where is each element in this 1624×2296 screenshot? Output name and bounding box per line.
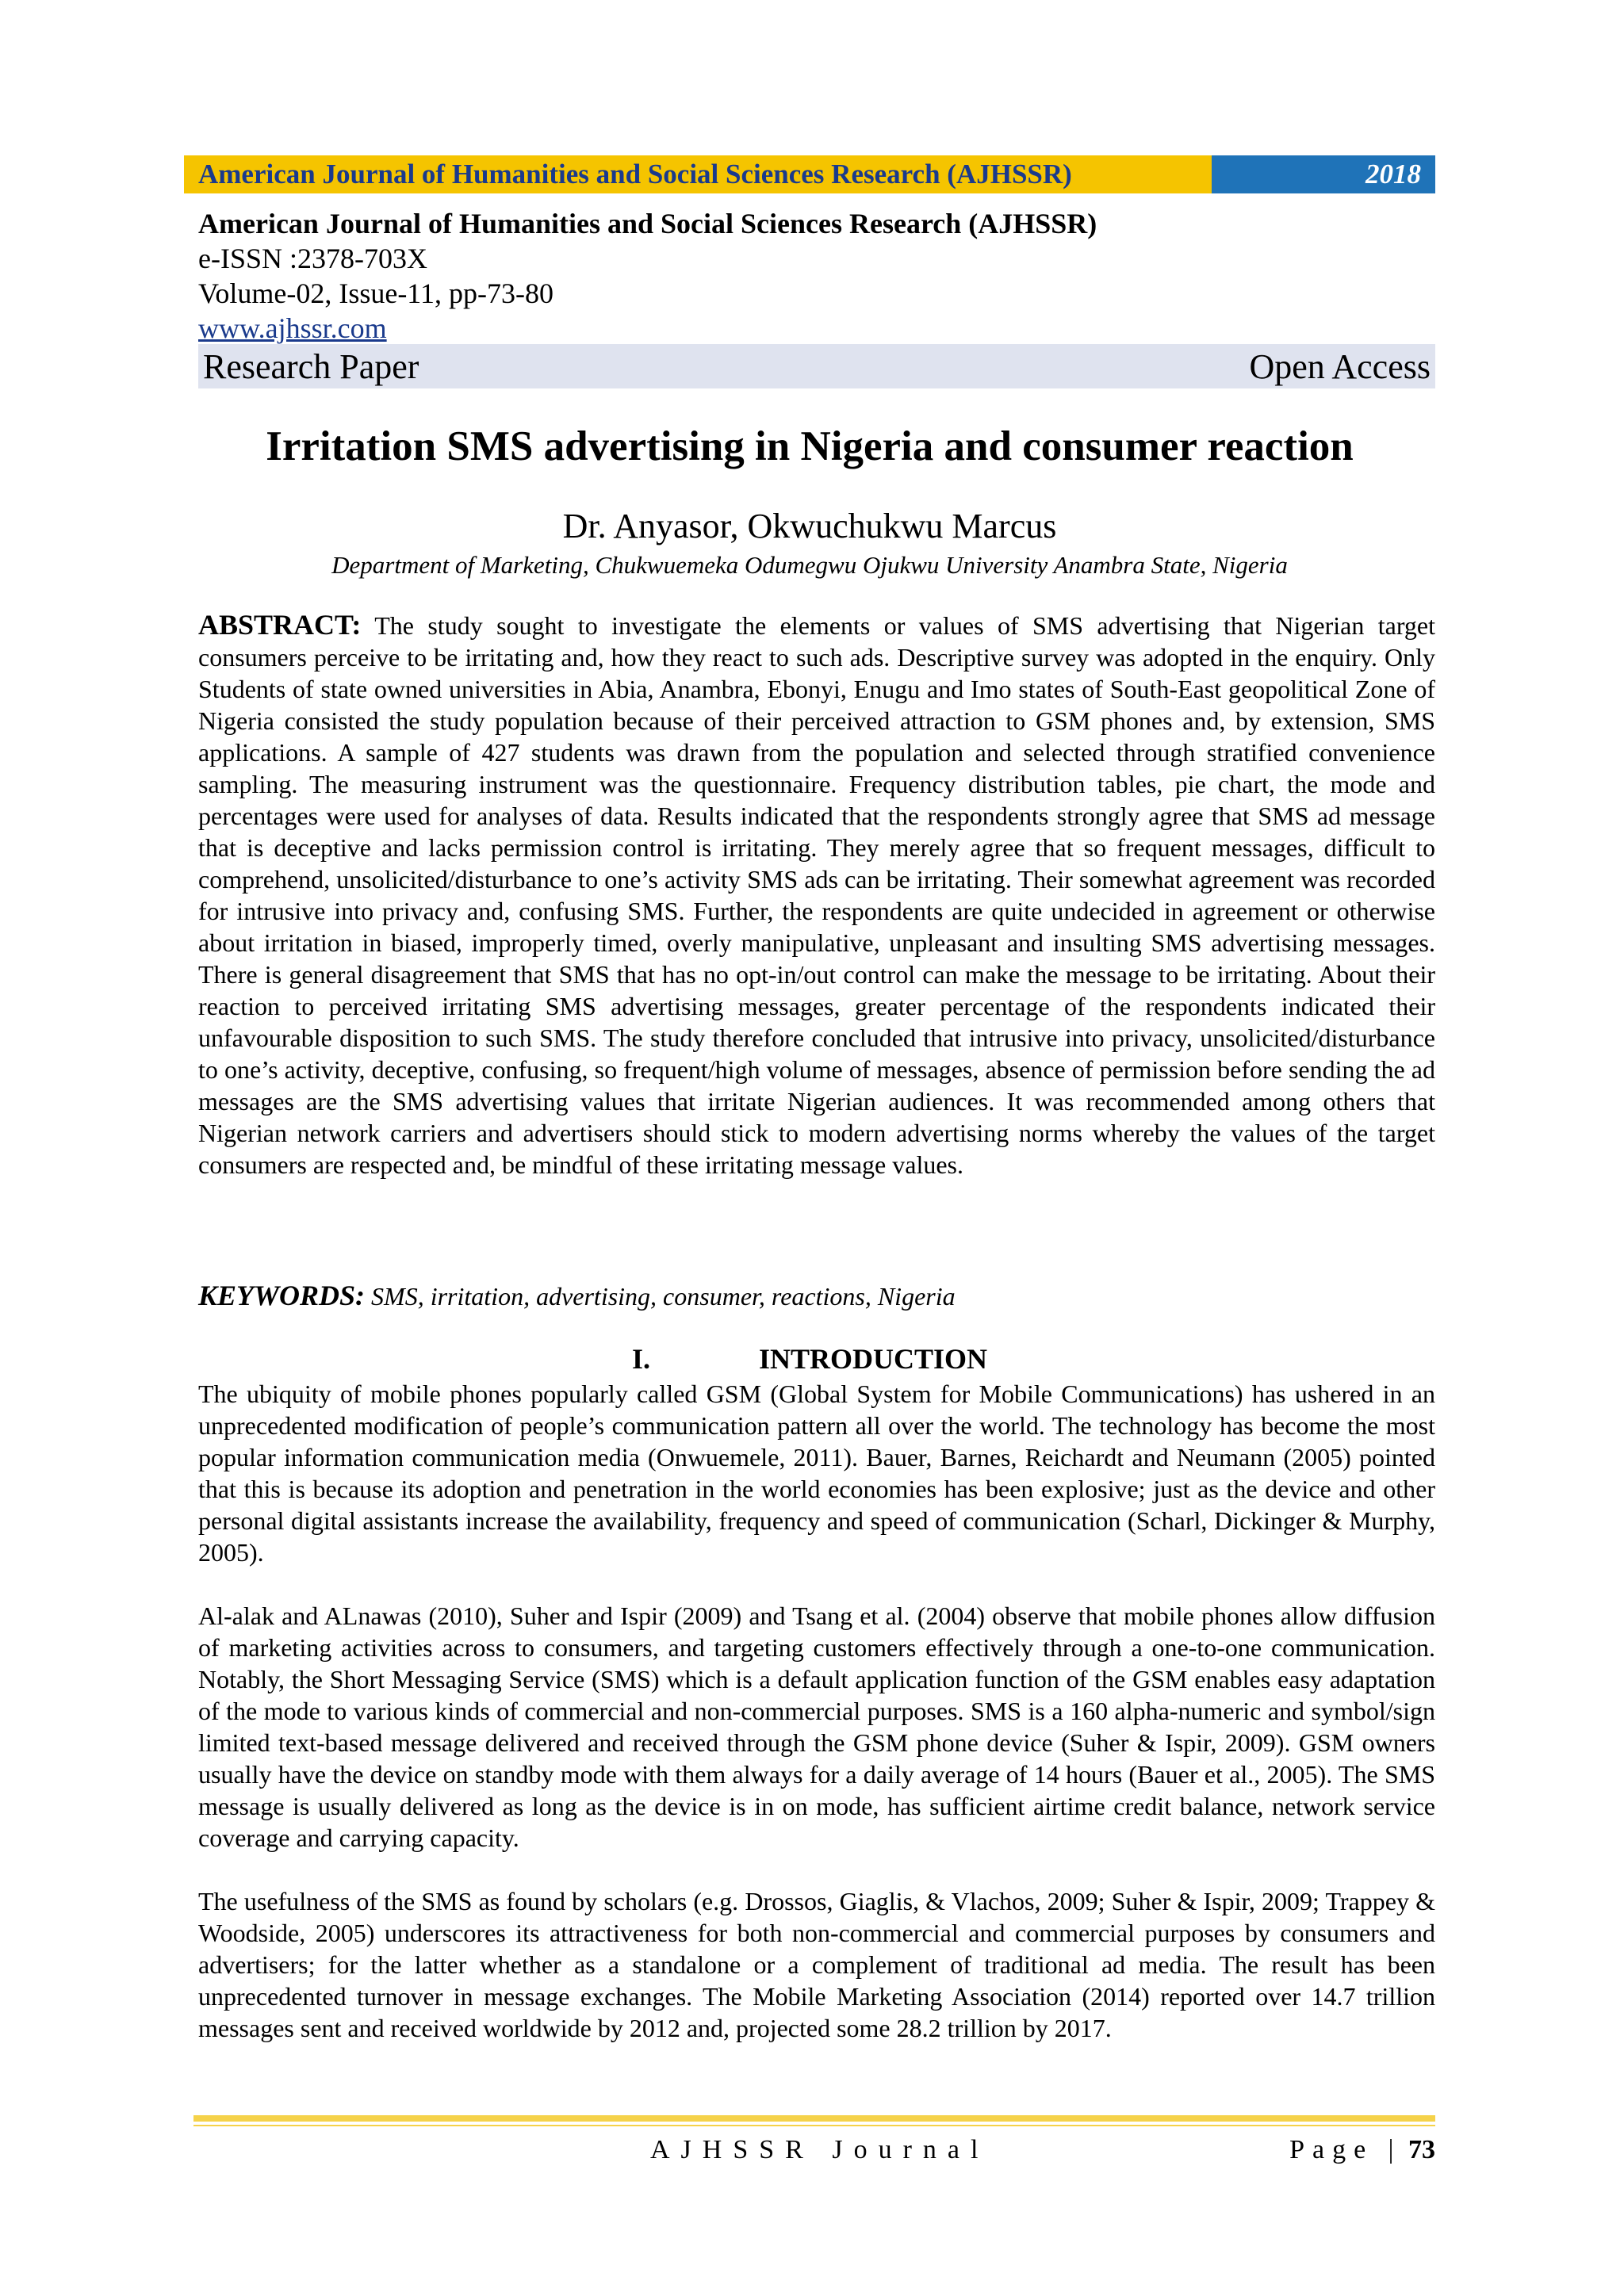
paragraph: Al-alak and ALnawas (2010), Suher and Ispir (2009) and Tsang et al. (2004) observe that mobile phones allow diffusion of marketing activities across to consumers, and targeting customers effectively through a one-to-one communication. Notably, the Short Messaging Service (SMS) which is a default application function of the GSM enables easy adaptation of the mode to various kinds of commercial and non-commercial purposes. SMS is a 160 alpha-numeric and symbol/sign limited text-based message delivered and received through the GSM phone device (Suher & Ispir, 2009). GSM owners usually have the device on standby mode with them always for a daily average of 14 hours (Bauer et al., 2005). The SMS message is usually delivered as long as the device is in on mode, has sufficient airtime credit balance, network service coverage and carrying capacity. — [198, 1601, 1435, 1852]
page-number: 73 — [1408, 2135, 1435, 2164]
banner-title: American Journal of Humanities and Social Sciences Research (AJHSSR) — [184, 155, 1212, 193]
paragraph: The ubiquity of mobile phones popularly called GSM (Global System for Mobile Communications) has ushered in an unprecedented modification of people’s communication pattern all over the world. The technology has become the most popular information communication media (Onwuemele, 2011). Bauer, Barnes, Reichardt and Neumann (2005) pointed that this is because its adoption and penetration in the world economies has been explosive; just as the device and other personal digital assistants increase the availability, frequency and speed of communication (Scharl, Dickinger & Murphy, 2005). — [198, 1380, 1435, 1567]
abstract-text: The study sought to investigate the elements or values of SMS advertising that Nigerian target consumers perceive to be irritating and, how they react to such ads. Descriptive survey was adopted in the enquiry. Only Students of state owned universities in Abia, Anambra, Ebonyi, Enugu and Imo states of South-East geopolitical Zone of Nigeria consisted the study population because of their perceived attraction to GSM phones and, by extension, SMS applications. A sample of 427 students was drawn from the population and selected through stratified convenience sampling. The measuring instrument was the questionnaire. Frequency distribution tables, pie chart, the mode and percentages were used for analyses of data. Results indicated that the respondents strongly agree that SMS ad message that is deceptive and lacks permission control is irritating. They merely agree that so frequent messages, difficult to comprehend, unsolicited/disturbance to one’s activity SMS ads can be irritating. Their somewhat agreement was recorded for intrusive into privacy and, confusing SMS. Further, the respondents are quite undecided in agreement or otherwise about irritation in biased, improperly timed, overly manipulative, unpleasant and insulting SMS advertising messages. There is general disagreement that SMS that has no opt-in/out control can make the message to be irritating. About their reaction to perceived irritating SMS advertising messages, greater percentage of the respondents indicated their unfavourable disposition to such SMS. The study therefore concluded that intrusive into privacy, unsolicited/disturbance to one’s activity, deceptive, confusing, so frequent/high volume of messages, absence of permission before sending the ad messages are the SMS advertising values that irritate Nigerian audiences. It was recommended among others that Nigerian network carriers and advertisers should stick to modern advertising norms whereby the values of the target consumers are respected and, be mindful of these irritating message values. — [198, 611, 1436, 1179]
journal-info — [198, 206, 1435, 346]
journal-name: American Journal of Humanities and Social Sciences Research (AJHSSR) — [198, 208, 1097, 239]
footer-page — [1289, 2133, 1435, 2168]
paper-type-bar — [198, 344, 1435, 388]
footer-divider-thin — [193, 2125, 1435, 2126]
abstract — [198, 609, 1435, 1181]
paper-type: Research Paper — [203, 346, 419, 386]
page-label: Page | — [1289, 2135, 1402, 2164]
banner-year: 2018 — [1212, 155, 1435, 193]
paragraph: The usefulness of the SMS as found by scholars (e.g. Drossos, Giaglis, & Vlachos, 2009; Suher & Ispir, 2009; Trappey & Woodside, 2005) underscores its attractiveness for both non-commercial and commercial purposes by consumers and advertisers; for the latter whether as a standalone or a complement of traditional ad media. The result has been unprecedented turnover in message exchanges. The Mobile Marketing Association (2014) reported over 14.7 trillion messages sent and received worldwide by 2012 and, projected some 28.2 trillion by 2017. — [198, 1887, 1435, 2042]
article-affiliation: Department of Marketing, Chukwuemeka Odumegwu Ojukwu University Anambra State, Nigeria — [331, 551, 1288, 579]
keywords-label: KEYWORDS: — [198, 1280, 366, 1311]
abstract-label: ABSTRACT: — [198, 609, 362, 641]
section-number: I. — [631, 1343, 650, 1375]
journal-volume: Volume-02, Issue-11, pp-73-80 — [198, 277, 553, 309]
article-title: Irritation SMS advertising in Nigeria and consumer reaction — [266, 423, 1354, 469]
footer-divider — [193, 2115, 1435, 2122]
journal-website-link[interactable]: www.ajhssr.com — [198, 312, 387, 344]
keywords — [198, 1280, 1435, 1312]
journal-banner — [184, 155, 1435, 193]
section-heading — [184, 1341, 1435, 1376]
journal-issn: e-ISSN :2378-703X — [198, 243, 427, 274]
section-title: INTRODUCTION — [758, 1343, 988, 1375]
access-type: Open Access — [1249, 346, 1431, 386]
article-author: Dr. Anyasor, Okwuchukwu Marcus — [562, 507, 1057, 545]
keywords-text: SMS, irritation, advertising, consumer, reactions, Nigeria — [371, 1282, 956, 1311]
footer-journal: AJHSSR Journal — [650, 2135, 990, 2164]
